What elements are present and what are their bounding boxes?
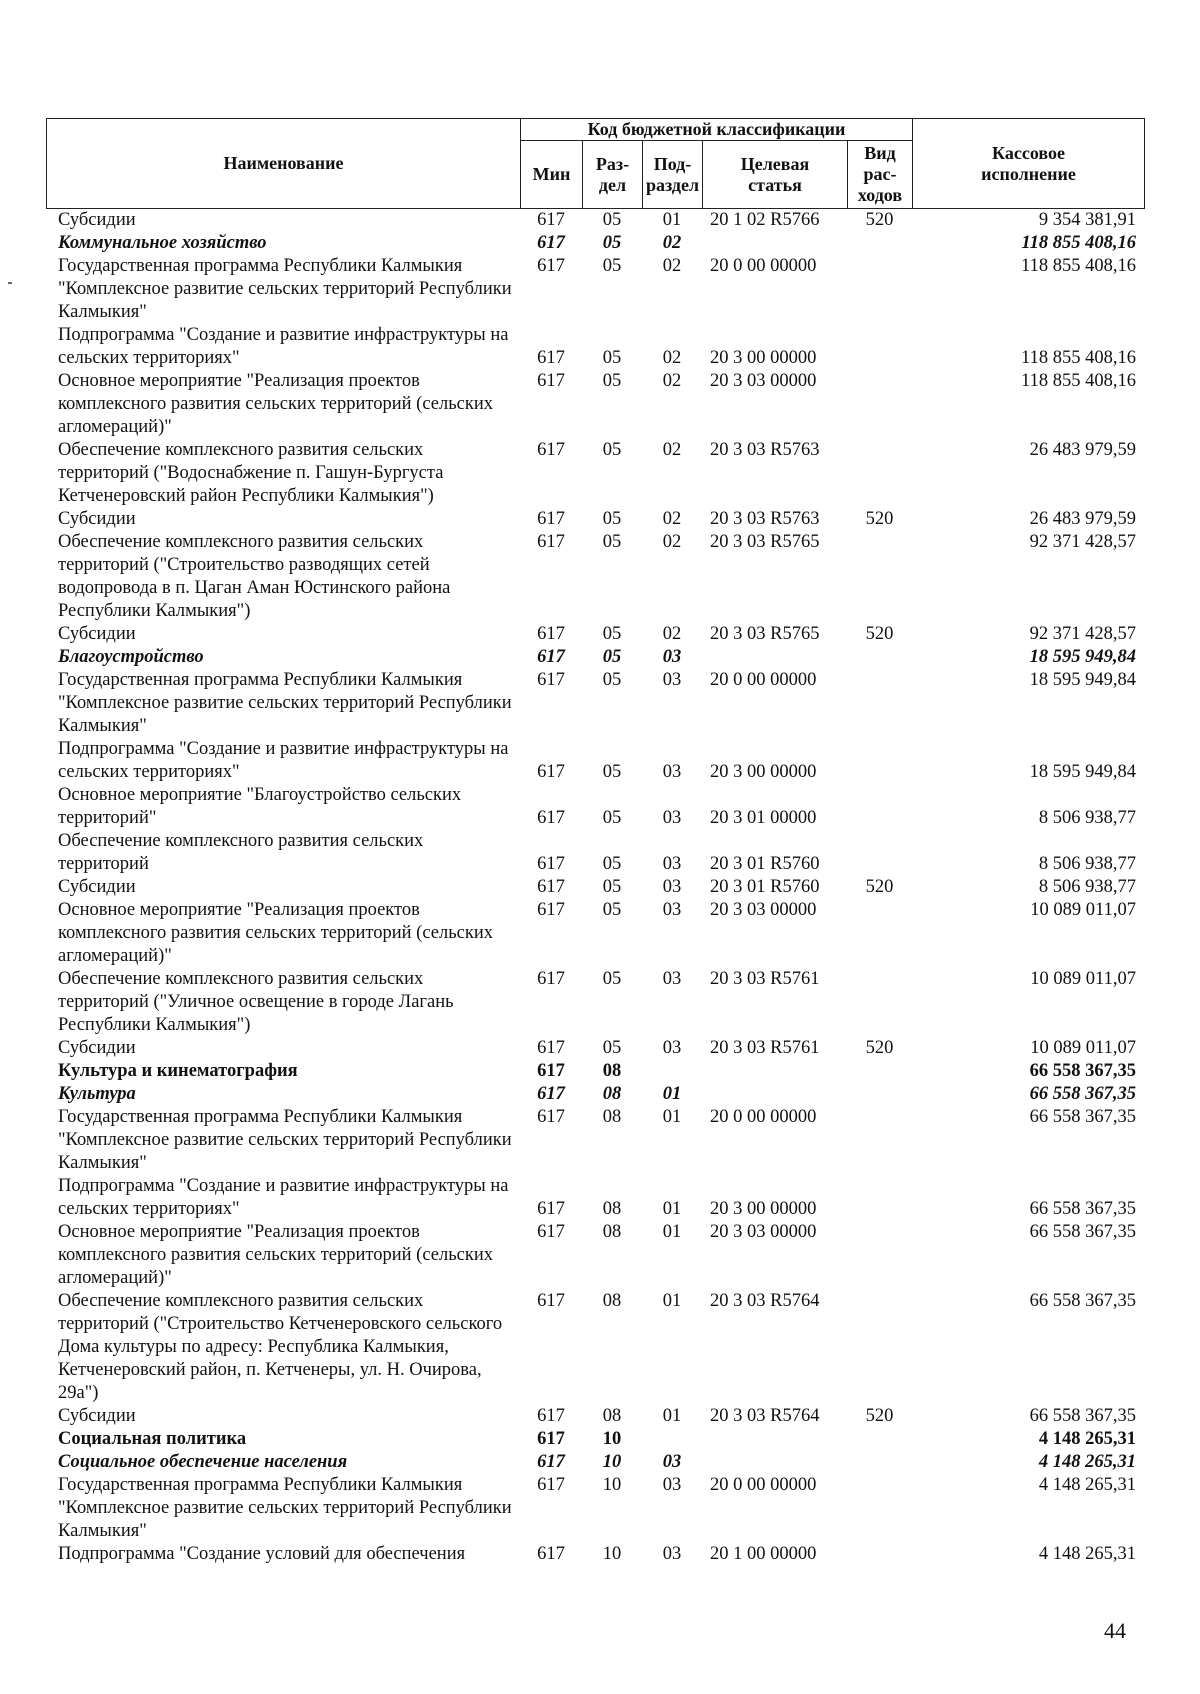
row-min: 617: [537, 1199, 565, 1219]
table-row: [46, 370, 1144, 439]
row-podrazdel: 03: [662, 647, 682, 667]
row-name: Основное мероприятие "Реализация проектов комплексного развития сельских территорий (сельских агломераций)": [58, 371, 493, 437]
row-podrazdel: 02: [662, 532, 682, 552]
row-name: Подпрограмма "Создание и развитие инфраструктуры на сельских территориях": [58, 1176, 509, 1219]
row-razdel: 05: [602, 969, 622, 989]
table-row: [46, 899, 1144, 968]
row-min: 617: [537, 808, 565, 828]
row-tselevaya: [702, 1428, 847, 1451]
row-vid: [847, 1474, 912, 1543]
row-razdel: 08: [602, 1199, 622, 1219]
row-amount: 10 089 011,07: [1030, 1038, 1136, 1058]
row-tselevaya: [702, 1060, 847, 1083]
row-name: Коммунальное хозяйство: [58, 233, 267, 253]
row-amount: 8 506 938,77: [1038, 877, 1136, 897]
page-number: 44: [1104, 1618, 1126, 1643]
table-body: [46, 209, 1144, 1566]
row-razdel: 05: [602, 762, 622, 782]
row-podrazdel: 02: [662, 440, 682, 460]
row-amount: 66 558 367,35: [1029, 1222, 1136, 1242]
row-tselevaya: 20 0 00 00000: [710, 256, 817, 276]
row-razdel: 05: [602, 647, 622, 667]
row-vid: 520: [865, 1406, 894, 1426]
table-row: [46, 876, 1144, 899]
row-podrazdel: 01: [662, 1291, 682, 1311]
table-row: [46, 1106, 1144, 1175]
row-min: 617: [537, 1038, 565, 1058]
table-row: [46, 669, 1144, 738]
table-row: [46, 646, 1144, 669]
row-amount: 118 855 408,16: [1021, 371, 1136, 391]
row-amount: 10 089 011,07: [1030, 969, 1136, 989]
row-razdel: 10: [602, 1475, 622, 1495]
row-podrazdel: 01: [662, 1406, 682, 1426]
table-row: [46, 1037, 1144, 1060]
row-vid: [847, 1083, 912, 1106]
table-row: [46, 738, 1144, 784]
row-amount: 66 558 367,35: [1029, 1406, 1136, 1426]
row-amount: 4 148 265,31: [1038, 1544, 1136, 1564]
row-name: Обеспечение комплексного развития сельских территорий ("Уличное освещение в городе Лагань Республики Калмыкия"): [58, 969, 454, 1035]
row-razdel: 08: [602, 1406, 622, 1426]
row-min: 617: [537, 854, 565, 874]
row-podrazdel: 01: [662, 1107, 682, 1127]
row-amount: 66 558 367,35: [1029, 1061, 1136, 1081]
row-amount: 26 483 979,59: [1029, 509, 1136, 529]
row-razdel: 05: [602, 1038, 622, 1058]
budget-table: [46, 118, 1144, 1566]
row-razdel: 08: [602, 1222, 622, 1242]
row-amount: 4 148 265,31: [1038, 1429, 1136, 1449]
row-amount: 9 354 381,91: [1038, 210, 1136, 230]
row-amount: 118 855 408,16: [1021, 256, 1136, 276]
row-vid: [847, 830, 912, 876]
row-min: 617: [537, 233, 565, 253]
row-amount: 92 371 428,57: [1029, 532, 1136, 552]
row-razdel: 10: [602, 1544, 622, 1564]
row-razdel: 05: [602, 233, 622, 253]
row-min: 617: [537, 762, 565, 782]
row-vid: [847, 255, 912, 324]
row-tselevaya: [702, 232, 847, 255]
table-row: [46, 968, 1144, 1037]
table-row: [46, 1428, 1144, 1451]
row-tselevaya: 20 0 00 00000: [710, 1475, 817, 1495]
row-podrazdel: 01: [662, 1084, 682, 1104]
row-tselevaya: [702, 1451, 847, 1474]
table-row: [46, 1083, 1144, 1106]
table-row: [46, 1405, 1144, 1428]
row-name: Подпрограмма "Создание условий для обеспечения: [58, 1544, 466, 1564]
header-razdel: Раз- дел: [583, 141, 643, 209]
row-min: 617: [537, 647, 565, 667]
row-podrazdel: 03: [662, 900, 682, 920]
row-podrazdel: 03: [662, 1475, 682, 1495]
row-razdel: 05: [602, 256, 622, 276]
row-vid: [847, 232, 912, 255]
row-razdel: 08: [602, 1107, 622, 1127]
row-name: Обеспечение комплексного развития сельских территорий ("Строительство Кетченеровского сельского Дома культуры по адресу: Республика Калмыкия, Кетченеровский район, п. Кетченеры, ул. Н. Очирова, 29а"): [58, 1291, 503, 1403]
row-name: Культура и кинематография: [58, 1061, 298, 1081]
row-amount: 8 506 938,77: [1038, 854, 1136, 874]
row-tselevaya: 20 3 03 R5765: [710, 624, 820, 644]
row-min: 617: [537, 900, 565, 920]
row-name: Основное мероприятие "Благоустройство сельских территорий": [58, 785, 462, 828]
row-name: Государственная программа Республики Калмыкия "Комплексное развитие сельских территорий Республики Калмыкия": [58, 1475, 512, 1541]
row-vid: [847, 784, 912, 830]
row-vid: [847, 899, 912, 968]
header-vid: Вид рас- ходов: [848, 141, 913, 209]
row-min: 617: [537, 1429, 565, 1449]
row-vid: [847, 1175, 912, 1221]
header-name: Наименование: [47, 119, 521, 209]
row-tselevaya: 20 3 03 R5765: [710, 532, 820, 552]
row-min: 617: [537, 210, 565, 230]
row-razdel: 10: [602, 1429, 622, 1449]
row-tselevaya: 20 0 00 00000: [710, 1107, 817, 1127]
row-podrazdel: 03: [662, 1452, 682, 1472]
row-razdel: 08: [602, 1291, 622, 1311]
row-podrazdel: 02: [662, 624, 682, 644]
table-row: [46, 508, 1144, 531]
row-vid: 520: [865, 509, 894, 529]
row-name: Социальное обеспечение населения: [58, 1452, 348, 1472]
row-min: 617: [537, 969, 565, 989]
row-name: Основное мероприятие "Реализация проектов комплексного развития сельских территорий (сельских агломераций)": [58, 1222, 493, 1288]
row-tselevaya: 20 1 02 R5766: [710, 210, 820, 230]
row-tselevaya: 20 3 03 R5761: [710, 1038, 820, 1058]
row-podrazdel: 02: [662, 371, 682, 391]
row-amount: 118 855 408,16: [1021, 348, 1136, 368]
table-row: [46, 1290, 1144, 1405]
row-min: 617: [537, 348, 565, 368]
row-name: Субсидии: [58, 1406, 136, 1426]
row-amount: 66 558 367,35: [1029, 1291, 1136, 1311]
table-row: [46, 324, 1144, 370]
row-amount: 18 595 949,84: [1029, 762, 1136, 782]
table-row: [46, 1543, 1144, 1566]
header-min: Мин: [521, 141, 583, 209]
header-tselevaya: Целевая статья: [703, 141, 848, 209]
row-razdel: 08: [602, 1084, 622, 1104]
row-vid: [847, 439, 912, 508]
row-razdel: 05: [602, 900, 622, 920]
table-row: [46, 1221, 1144, 1290]
row-podrazdel: 03: [662, 877, 682, 897]
header-kassovoe-text: Кассовое исполнение: [981, 142, 1076, 184]
scan-mark: [8, 282, 12, 284]
table-row: [46, 830, 1144, 876]
row-vid: [847, 1290, 912, 1405]
row-name: Основное мероприятие "Реализация проектов комплексного развития сельских территорий (сельских агломераций)": [58, 900, 493, 966]
row-amount: 10 089 011,07: [1030, 900, 1136, 920]
row-tselevaya: [702, 646, 847, 669]
row-min: 617: [537, 509, 565, 529]
row-name: Субсидии: [58, 1038, 136, 1058]
row-name: Государственная программа Республики Калмыкия "Комплексное развитие сельских территорий Республики Калмыкия": [58, 256, 512, 322]
header-podrazdel: Под- раздел: [643, 141, 703, 209]
table-row: [46, 232, 1144, 255]
row-podrazdel: 02: [662, 509, 682, 529]
row-name: Благоустройство: [58, 647, 204, 667]
row-tselevaya: 20 3 03 R5763: [710, 440, 820, 460]
row-min: 617: [537, 624, 565, 644]
row-tselevaya: 20 3 03 00000: [710, 900, 817, 920]
row-tselevaya: 20 0 00 00000: [710, 670, 817, 690]
row-name: Государственная программа Республики Калмыкия "Комплексное развитие сельских территорий Республики Калмыкия": [58, 670, 512, 736]
row-amount: 66 558 367,35: [1029, 1107, 1136, 1127]
row-razdel: 05: [602, 670, 622, 690]
row-podrazdel: 03: [662, 854, 682, 874]
row-min: 617: [537, 1061, 565, 1081]
row-tselevaya: 20 3 03 R5764: [710, 1406, 820, 1426]
table-row: [46, 531, 1144, 623]
row-tselevaya: 20 1 00 00000: [710, 1544, 817, 1564]
row-vid: [847, 738, 912, 784]
row-podrazdel: 02: [662, 348, 682, 368]
row-razdel: 05: [602, 210, 622, 230]
row-name: Государственная программа Республики Калмыкия "Комплексное развитие сельских территорий Республики Калмыкия": [58, 1107, 512, 1173]
row-razdel: 05: [602, 877, 622, 897]
row-tselevaya: [702, 1083, 847, 1106]
row-name: Субсидии: [58, 624, 136, 644]
row-razdel: 05: [602, 371, 622, 391]
row-razdel: 05: [602, 624, 622, 644]
row-vid: [847, 1451, 912, 1474]
row-amount: 18 595 949,84: [1029, 670, 1136, 690]
row-min: 617: [537, 670, 565, 690]
row-amount: 66 558 367,35: [1029, 1084, 1136, 1104]
row-razdel: 05: [602, 808, 622, 828]
row-podrazdel: 03: [662, 670, 682, 690]
row-min: 617: [537, 1107, 565, 1127]
row-podrazdel: 01: [662, 1222, 682, 1242]
row-vid: [847, 370, 912, 439]
row-podrazdel: 01: [662, 1199, 682, 1219]
row-razdel: 08: [602, 1061, 622, 1081]
row-vid: [847, 1106, 912, 1175]
row-tselevaya: 20 3 03 R5761: [710, 969, 820, 989]
header-code-group: Код бюджетной классификации: [521, 119, 913, 141]
row-amount: 66 558 367,35: [1029, 1199, 1136, 1219]
row-tselevaya: 20 3 01 R5760: [710, 854, 820, 874]
table-row: [46, 255, 1144, 324]
row-tselevaya: 20 3 03 R5764: [710, 1291, 820, 1311]
row-name: Подпрограмма "Создание и развитие инфраструктуры на сельских территориях": [58, 739, 509, 782]
row-tselevaya: 20 3 00 00000: [710, 348, 817, 368]
row-min: 617: [537, 440, 565, 460]
table-row: [46, 439, 1144, 508]
row-amount: 18 595 949,84: [1029, 647, 1136, 667]
row-min: 617: [537, 1222, 565, 1242]
row-min: 617: [537, 1406, 565, 1426]
table-row: [46, 1175, 1144, 1221]
row-vid: [847, 1221, 912, 1290]
row-tselevaya: 20 3 03 00000: [710, 371, 817, 391]
row-vid: 520: [865, 624, 894, 644]
row-tselevaya: 20 3 01 00000: [710, 808, 817, 828]
row-amount: 4 148 265,31: [1038, 1452, 1136, 1472]
row-podrazdel: [642, 1060, 702, 1083]
row-name: Культура: [58, 1084, 136, 1104]
row-vid: [847, 646, 912, 669]
table-row: [46, 209, 1144, 232]
row-min: 617: [537, 877, 565, 897]
row-vid: 520: [865, 877, 894, 897]
table-row: [46, 1474, 1144, 1543]
row-min: 617: [537, 1291, 565, 1311]
row-podrazdel: 02: [662, 233, 682, 253]
row-min: 617: [537, 371, 565, 391]
row-name: Обеспечение комплексного развития сельских территорий ("Строительство разводящих сетей водопровода в п. Цаган Аман Юстинского района Республики Калмыкия"): [58, 532, 451, 621]
row-vid: 520: [865, 210, 894, 230]
row-podrazdel: [642, 1428, 702, 1451]
row-min: 617: [537, 256, 565, 276]
row-vid: [847, 669, 912, 738]
row-podrazdel: 03: [662, 969, 682, 989]
row-name: Социальная политика: [58, 1429, 247, 1449]
row-name: Обеспечение комплексного развития сельских территорий ("Водоснабжение п. Гашун-Бургуста Кетченеровский район Республики Калмыкия"): [58, 440, 444, 506]
row-razdel: 10: [602, 1452, 622, 1472]
row-tselevaya: 20 3 00 00000: [710, 1199, 817, 1219]
row-vid: [847, 324, 912, 370]
row-razdel: 05: [602, 509, 622, 529]
row-podrazdel: 01: [662, 210, 682, 230]
table-row: [46, 623, 1144, 646]
table-row: [46, 1451, 1144, 1474]
row-min: 617: [537, 1544, 565, 1564]
row-tselevaya: 20 3 01 R5760: [710, 877, 820, 897]
row-razdel: 05: [602, 532, 622, 552]
row-amount: 26 483 979,59: [1029, 440, 1136, 460]
row-name: Обеспечение комплексного развития сельских территорий: [58, 831, 424, 874]
row-razdel: 05: [602, 348, 622, 368]
row-vid: [847, 1428, 912, 1451]
row-podrazdel: 03: [662, 1544, 682, 1564]
row-tselevaya: 20 3 03 00000: [710, 1222, 817, 1242]
row-vid: [847, 1060, 912, 1083]
row-vid: [847, 531, 912, 623]
table-header: [46, 118, 1145, 209]
row-amount: 118 855 408,16: [1021, 233, 1136, 253]
row-vid: 520: [865, 1038, 894, 1058]
row-min: 617: [537, 532, 565, 552]
row-min: 617: [537, 1084, 565, 1104]
row-name: Подпрограмма "Создание и развитие инфраструктуры на сельских территориях": [58, 325, 509, 368]
row-vid: [847, 968, 912, 1037]
row-vid: [847, 1543, 912, 1566]
row-min: 617: [537, 1452, 565, 1472]
row-tselevaya: 20 3 03 R5763: [710, 509, 820, 529]
row-razdel: 05: [602, 854, 622, 874]
row-podrazdel: 03: [662, 1038, 682, 1058]
row-name: Субсидии: [58, 210, 136, 230]
row-razdel: 05: [602, 440, 622, 460]
row-amount: 4 148 265,31: [1038, 1475, 1136, 1495]
table-row: [46, 784, 1144, 830]
row-tselevaya: 20 3 00 00000: [710, 762, 817, 782]
row-name: Субсидии: [58, 509, 136, 529]
row-podrazdel: 03: [662, 762, 682, 782]
header-kassovoe: [913, 119, 1145, 209]
row-min: 617: [537, 1475, 565, 1495]
row-podrazdel: 02: [662, 256, 682, 276]
row-amount: 92 371 428,57: [1029, 624, 1136, 644]
table-row: [46, 1060, 1144, 1083]
row-amount: 8 506 938,77: [1038, 808, 1136, 828]
row-name: Субсидии: [58, 877, 136, 897]
row-podrazdel: 03: [662, 808, 682, 828]
